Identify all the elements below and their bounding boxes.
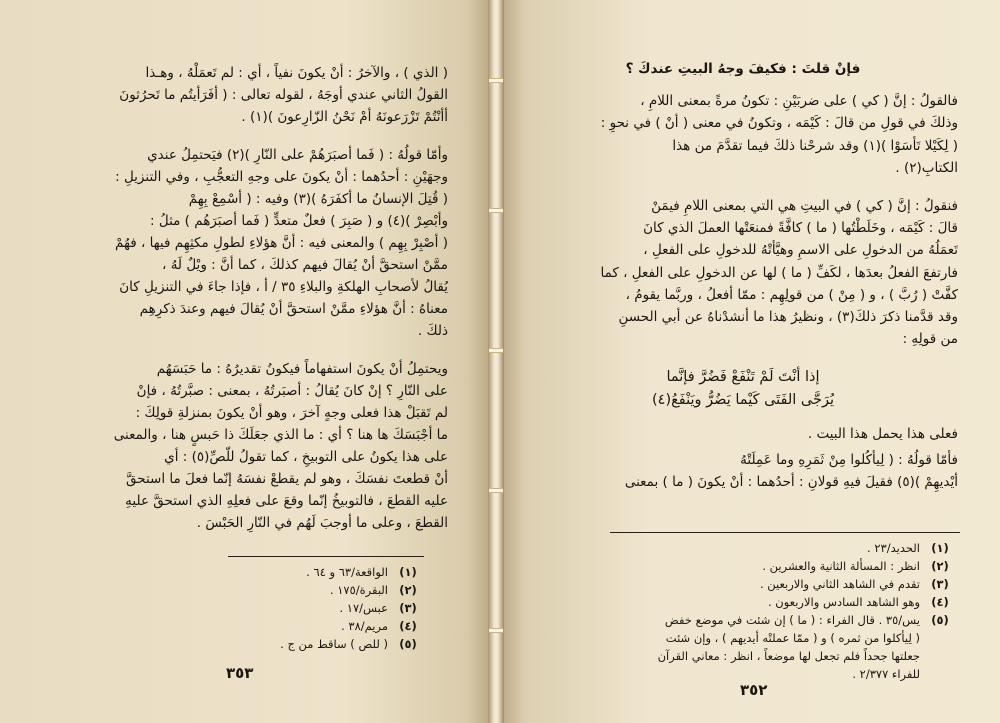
left-page-body <box>18 62 448 550</box>
text-line: ذلكَ . <box>417 323 448 339</box>
text-line: الكتابِ(٢) . <box>895 159 958 176</box>
footnote-number: (٤) <box>931 595 949 609</box>
footnote-number: (١) <box>399 565 417 579</box>
footnote-number: (٣) <box>931 577 949 591</box>
footnote-text: ( للص ) ساقط من ج . <box>280 637 388 651</box>
text-line: وجهَيْنِ : أحدُهما : أنْ يكونَ على وجهِ التعجُّبِ ، وفي التنزيلِ : <box>115 169 448 185</box>
text-line: ويحتمِلُ أنْ يكونَ استفهاماً فيكونُ تقديرُهُ : ما حَبَسَهُم <box>156 361 448 377</box>
footnote-text: انظر : المسألة الثانية والعشرين . <box>762 559 920 573</box>
right-footnotes <box>610 539 960 683</box>
right-paragraph-3 <box>528 449 958 493</box>
left-page <box>0 0 492 723</box>
text-line: وقد قدَّمنا ذكرَ ذلكَ(٣) ، ونظيرُ هذا ما أنشدْناهُ عن أبي الحسنِ <box>618 309 958 326</box>
footnote-continuation <box>610 629 960 647</box>
footnote <box>228 635 428 653</box>
right-paragraph-2 <box>528 195 958 350</box>
footnote <box>610 539 960 557</box>
book-gutter <box>488 0 504 723</box>
text-line: تَعمَلُهُ من الدخولِ على الاسمِ وهيَّأتْهُ للدخولِ على الفعلِ ، <box>643 242 958 259</box>
footnote-number: (٥) <box>399 637 417 651</box>
text-line: أنْ قطعتَ نفسَكَ ، وهو لم يقطعْ نفسَهُ إنّما فعلَ ما استحقَّ <box>125 471 448 487</box>
footnote <box>228 599 428 617</box>
footnote-text: تقدم في الشاهد الثاني والاربعين . <box>759 577 920 591</box>
text-line: فعلى هذا يحمل هذا البيت . <box>807 425 958 442</box>
text-line: أيْديهِمْ )(٥) فقيلَ فيهِ قولانِ : أحدُهما : أنْ يكونَ ( ما ) بمعنى <box>624 474 958 491</box>
text-line: عليه القطعَ ، فالتوبيخُ إنّما وقعَ على فعلِهِ الذي استحقَّ عليهِ <box>125 493 448 509</box>
text-line: أأنْتُمْ تَزْرَعونَهُ أمْ نَحْنُ الزّارِعونَ )(١) . <box>241 109 448 125</box>
text-line: وأبْصِرْ )(٤) و ( صَبِرَ ) فعلٌ متعدٍّ ( فَما أصبَرَهُم ) مثلُ : <box>150 213 448 229</box>
text-line: يُقالُ لأصحابِ الهلكةِ والبلاءِ ٣٥ / أ ، فإذا جاءَ في التنزيلِ كانَ <box>119 279 448 295</box>
footnote-number: (١) <box>931 541 949 555</box>
footnote-continuation <box>610 647 960 665</box>
text-line: قالَ : كَيْمَه ، وخَلَطْتُها ( ما ) كافَّةً فمنعَتْها العملَ الذي كانَ <box>643 220 958 237</box>
left-footnotes <box>228 563 428 653</box>
binding-stitch <box>489 78 503 83</box>
text-line: كفَّتْ ( رُبَّ ) ، و ( مِنْ ) من قولِهِم : ممّا أفعلُ ، وربَّما يقومُ ، <box>625 286 958 303</box>
footnote-text: يس/٣٥ . قال الفراء : ( ما ) إن شئت في موضع خفض <box>664 613 920 627</box>
binding-stitch <box>489 488 503 493</box>
right-heading <box>528 58 958 80</box>
right-verse-comment <box>528 423 958 445</box>
text-line: ما أجْبَسَكَ ها هنا ؟ أي : ما الذي جعَلَكَ ذا حَبسٍ هنا ، والمعنى <box>113 427 448 443</box>
left-paragraph-1 <box>18 62 448 128</box>
text-line: معناهُ : أنَّ هؤلاءِ ممَّنْ استحقَّ أنْ يُقالَ فيهم وعندَ ذكرِهِم <box>139 301 448 317</box>
footnote <box>228 581 428 599</box>
text-line: على النّارِ ؟ إنْ كانَ يُقالُ : أصبَرتُهُ ، بمعنى : صبَّرتُهُ ، فإنْ <box>136 383 448 399</box>
text-line: وأمّا قولُهُ : ( فَما أصبَرَهُمْ على النّارِ )(٢) فيَحتمِلُ عندي <box>147 147 448 163</box>
footnote-text: وهو الشاهد السادس والاربعون . <box>767 595 920 609</box>
text-line: من قولِهِ : <box>902 331 958 348</box>
poetry-verse <box>528 366 958 410</box>
footnote-number: (٤) <box>399 619 417 633</box>
heading-line: فإنْ قلتَ : فكيفَ وجهُ البيتِ عندكَ ؟ <box>625 61 861 77</box>
footnote-text: للفراء ٢/٣٧٧ . <box>852 667 920 681</box>
footnote-text: عبس/١٧ . <box>339 601 388 615</box>
verse-hemistich: يُرَجَّى الفَتَى كَيْما يَضُرُّ ويَنْفَعُ(٤) <box>651 391 835 408</box>
text-line: ( أصْبِرْ بِهِم ) والمعنى فيه : أنَّ هؤلاءِ لطولِ مكثِهِم فيها ، فهُمْ <box>115 235 448 251</box>
text-line: القطعَ ، وعلى ما أوجبَ لَهُم في النّارِ الحَبْسَ . <box>196 515 448 531</box>
page-number: ٣٥٢ <box>740 681 768 699</box>
text-line: ( قُتِلَ الإنسانُ ما أكفَرَهُ )(٣) وفيه : ( أسْمِعْ بِهِمْ <box>188 191 448 207</box>
binding-stitch <box>489 208 503 213</box>
text-line: ممَّنْ استحقَّ أنْ يُقالَ فيهم كذلكَ ، كما أنَّ : ويْلٌ لَهُ ، <box>162 257 448 273</box>
left-paragraph-2 <box>18 144 448 342</box>
text-line: على هذا يكونُ على التوبيخِ ، كما تقولُ للّصِّ(٥) : أي <box>164 449 448 465</box>
footnote-number: (٢) <box>399 583 417 597</box>
binding-stitch <box>489 628 503 633</box>
footnote-divider <box>228 556 424 557</box>
footnote-text: البقرة/١٧٥ . <box>329 583 388 597</box>
text-line: فأمّا قولُهُ : ( لِيأكُلوا مِنْ ثَمَرِهِ وما عَمِلَتْهُ <box>740 452 958 469</box>
footnote-text: الحديد/٢٣ . <box>867 541 920 555</box>
left-paragraph-3 <box>18 358 448 534</box>
text-line: ( الذي ) ، والآخرُ : أنْ يكونَ نفياً ، أي : لم تَعمَلْهُ ، وهـذا <box>145 65 448 81</box>
page-number: ٣٥٣ <box>226 664 254 682</box>
footnote-continuation <box>610 665 960 683</box>
text-line: فالقولُ : إنَّ ( كي ) على ضربَيْنِ : تكونُ مرةً بمعنى اللامِ ، <box>640 93 958 110</box>
text-line: فنقولُ : إنَّ ( كي ) في البيتِ هي التي بمعنى اللامِ فيمَنْ <box>651 198 958 215</box>
footnote <box>610 557 960 575</box>
footnote-divider <box>610 532 960 533</box>
footnote-text: مريم/٣٨ . <box>341 619 388 633</box>
footnote-text: الواقعة/٦٣ و ٦٤ . <box>306 565 388 579</box>
right-paragraph-1 <box>528 90 958 179</box>
footnote <box>228 617 428 635</box>
right-page-body <box>528 58 958 509</box>
text-line: القولُ الثاني عندي أوجَهُ ، لقوله تعالى : ( أفَرَأيتُم ما تَحرُثونَ <box>119 87 448 103</box>
footnote-number: (٥) <box>931 613 949 627</box>
footnote-number: (٢) <box>931 559 949 573</box>
text-line: ( لِكَيْلا تَأسَوْا )(١) وقد شرحْنا ذلكَ فيما تقدَّمَ من هذا <box>672 137 958 154</box>
footnote-text: جعلتها جحداً فلم تجعل لها موضعاً ، انظر : معاني القرآن <box>657 649 920 663</box>
footnote <box>228 563 428 581</box>
verse-hemistich: إذا أنْتَ لَمْ تَنْفَعْ فَضُرَّ فإنَّما <box>666 369 820 386</box>
text-line: فارتفعَ الفعلُ بعدَها ، لكَفِّ ( ما ) لها عن الدخولِ على الفعلِ ، كما <box>600 264 958 281</box>
footnote <box>610 593 960 611</box>
footnote <box>610 575 960 593</box>
text-line: وذلكَ في قولِ من قالَ : كَيْمَه ، وتكونُ في معنى ( أنْ ) في نحوِ : <box>600 115 958 132</box>
footnote-number: (٣) <box>399 601 417 615</box>
footnote <box>610 611 960 629</box>
text-line: لم تَقبَلْ هذا فعلى وجهٍ آخرَ ، وهو أنْ يكونَ بمنزلةِ قولِكَ : <box>135 405 448 421</box>
binding-stitch <box>489 348 503 353</box>
footnote-text: ( لِيأكلوا من ثمره ) و ( ممّا عملتْه أيديهم ) ، وإن شئت <box>665 631 920 645</box>
